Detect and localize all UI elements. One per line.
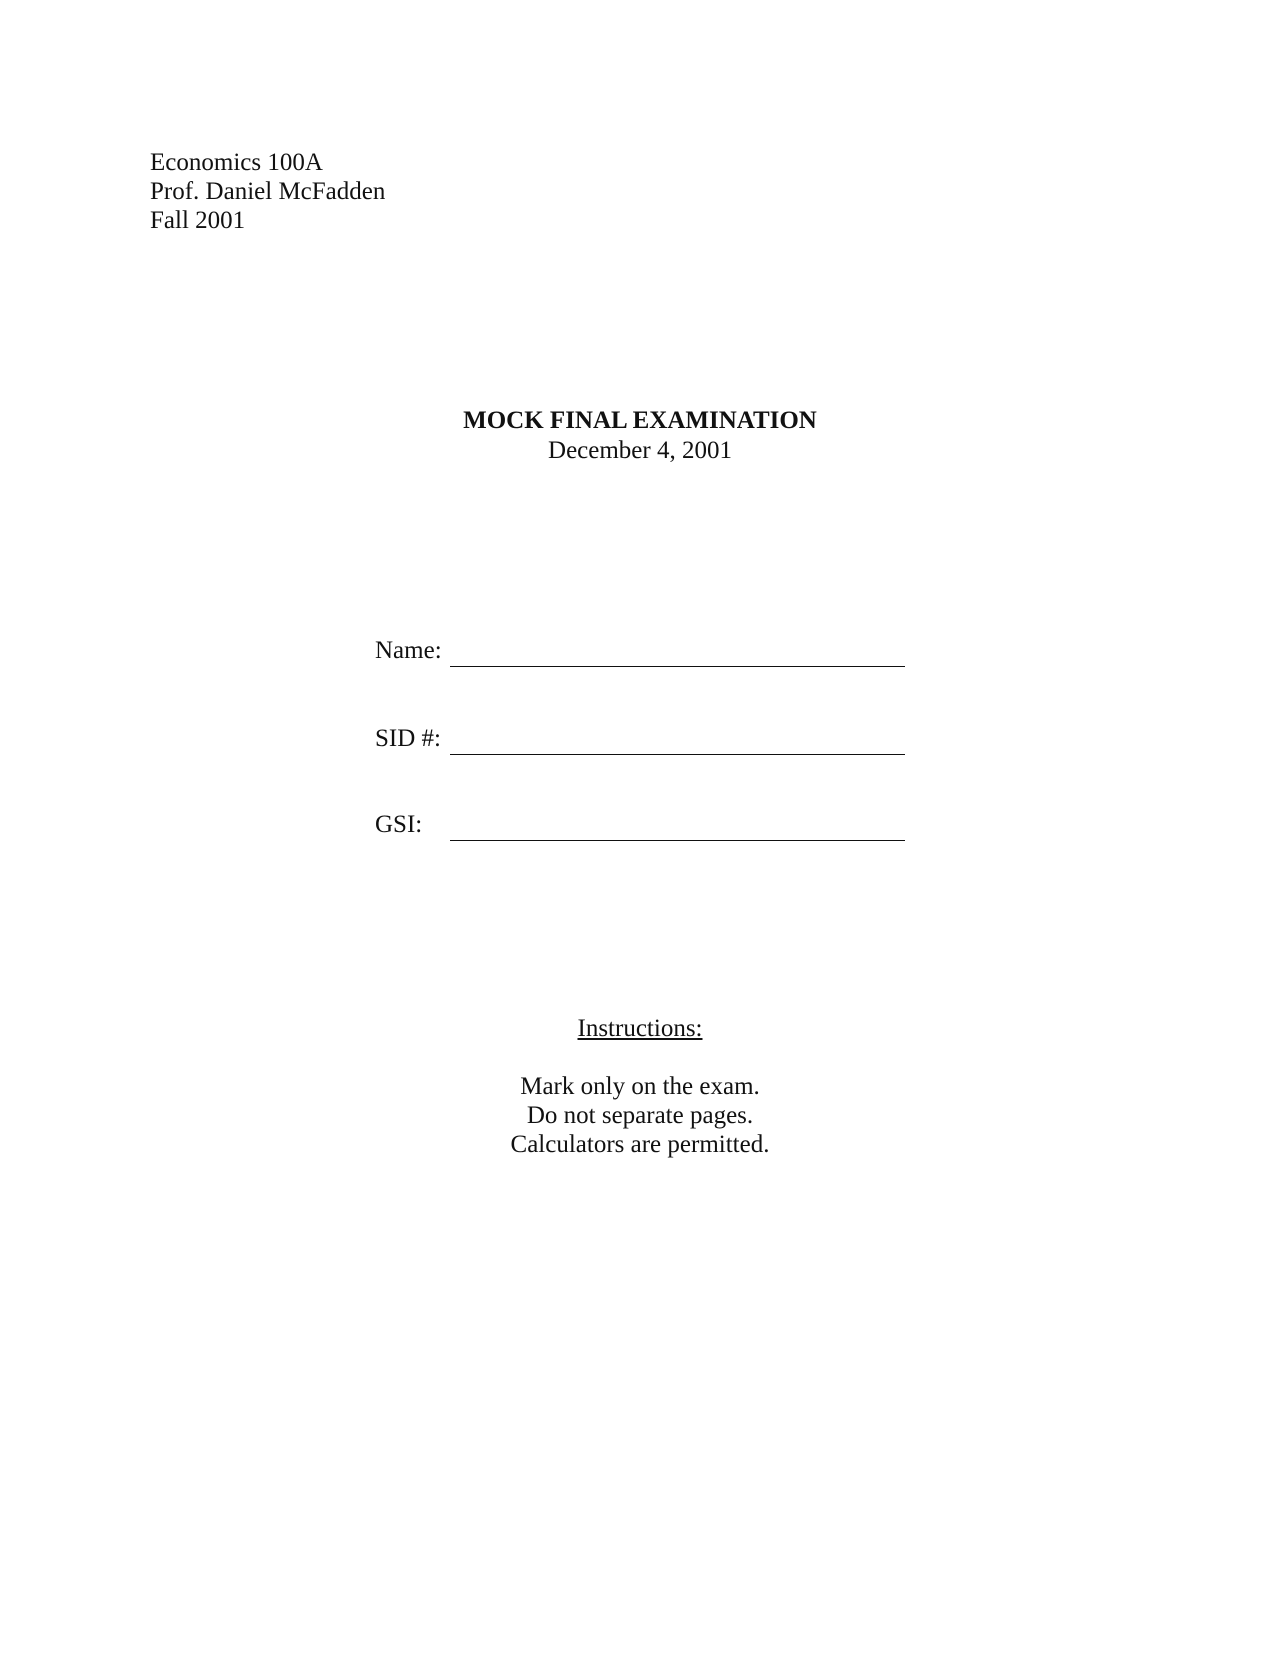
name-field: [375, 636, 905, 670]
gsi-blank-line: [450, 840, 905, 841]
term: Fall 2001: [150, 207, 246, 234]
exam-date: December 4, 2001: [548, 437, 732, 464]
course-name: Economics 100A: [150, 149, 323, 176]
sid-label: SID #:: [375, 725, 441, 752]
sid-blank-line: [450, 754, 905, 755]
instruction-line: Calculators are permitted.: [510, 1131, 770, 1158]
name-blank-line: [450, 666, 905, 667]
exam-title-block: [0, 406, 1280, 465]
exam-title: MOCK FINAL EXAMINATION: [463, 407, 817, 434]
instructions-heading: Instructions:: [577, 1015, 703, 1042]
instruction-line: Do not separate pages.: [526, 1102, 754, 1129]
gsi-label: GSI:: [375, 811, 423, 838]
course-header: [150, 148, 385, 235]
name-label: Name:: [375, 637, 442, 664]
gsi-field: [375, 810, 905, 844]
instructions-block: [0, 1014, 1280, 1159]
instruction-line: Mark only on the exam.: [520, 1073, 760, 1100]
sid-field: [375, 724, 905, 758]
professor-name: Prof. Daniel McFadden: [150, 178, 386, 205]
